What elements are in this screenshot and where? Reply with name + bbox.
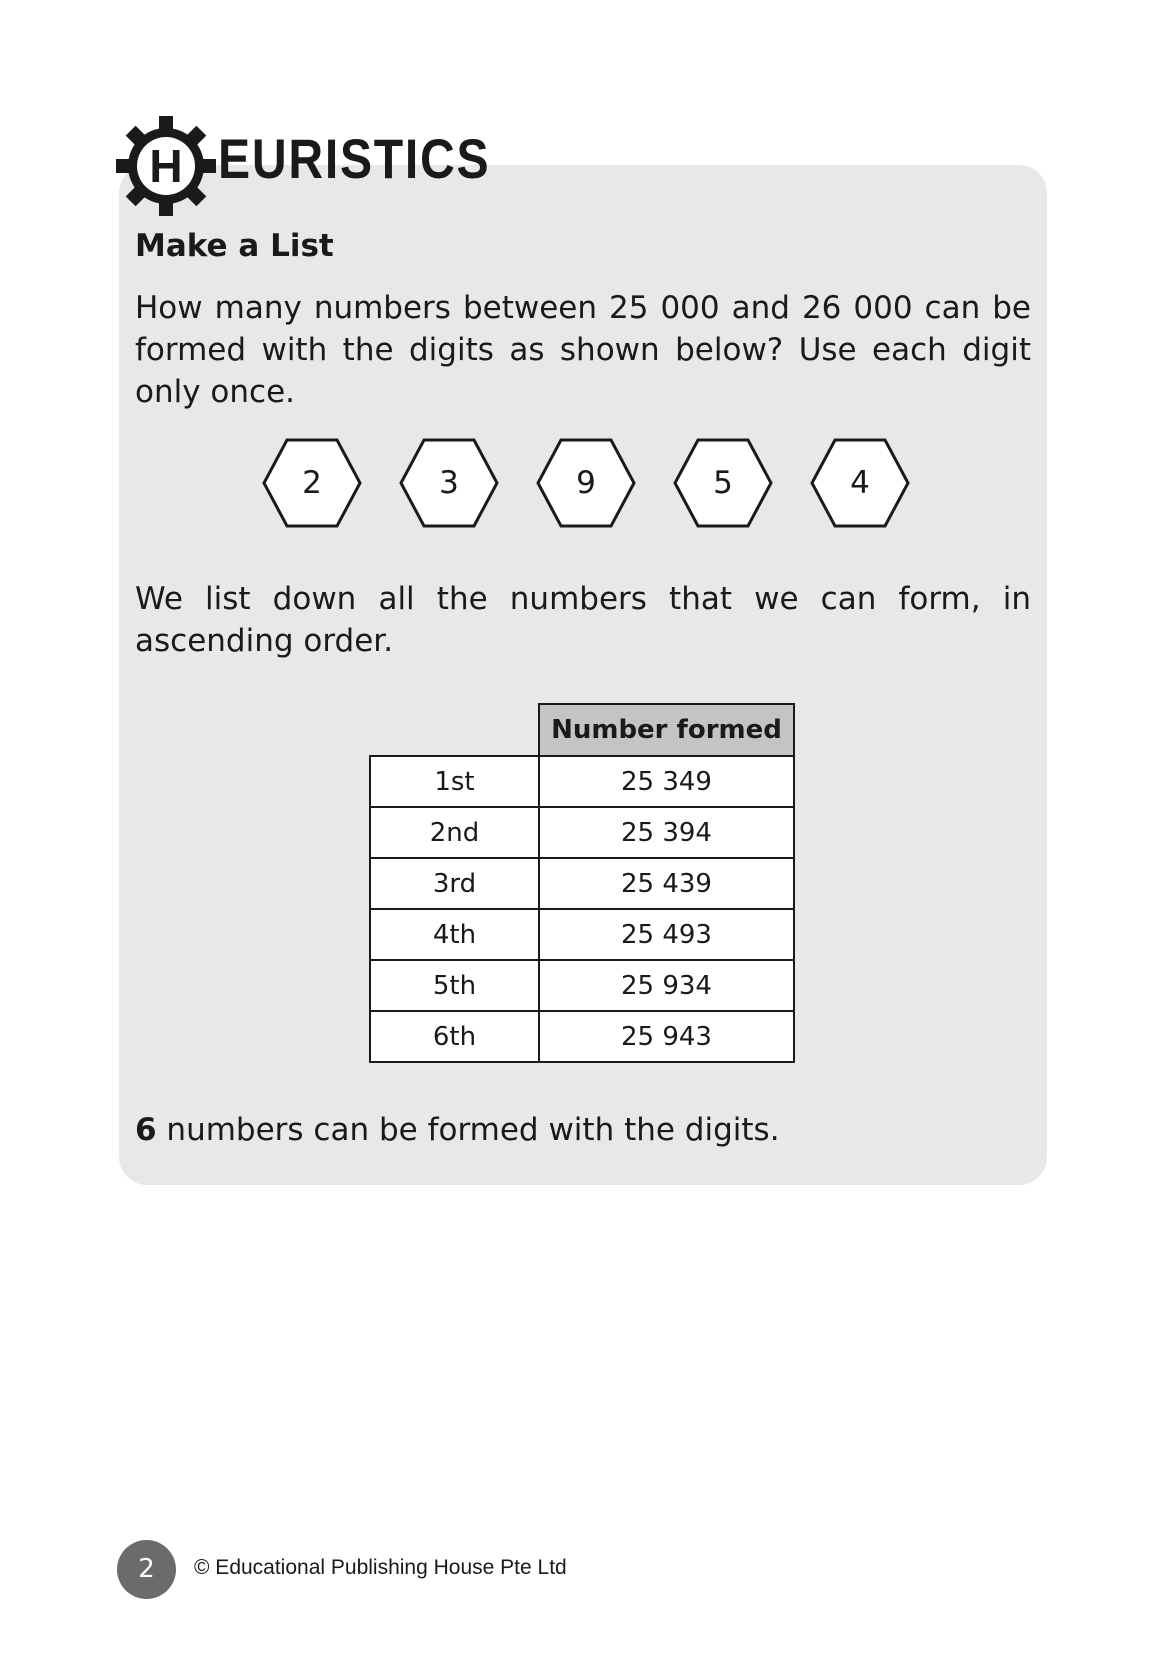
table-corner-cell <box>370 704 539 756</box>
answer-sentence: numbers can be formed with the digits. <box>156 1112 780 1148</box>
digit-value: 3 <box>439 465 459 501</box>
digit-cards <box>262 438 912 528</box>
digit-hexagon <box>399 438 499 528</box>
table-row <box>370 858 794 909</box>
logo-letter: H <box>149 140 183 192</box>
table-row <box>370 1011 794 1062</box>
row-number: 25 943 <box>539 1011 794 1062</box>
row-number: 25 934 <box>539 960 794 1011</box>
question-text: How many numbers between 25 000 and 26 000 can be formed with the digits as shown below? Use each digit only once. <box>135 290 1031 410</box>
row-number: 25 439 <box>539 858 794 909</box>
table-row <box>370 807 794 858</box>
table-row <box>370 909 794 960</box>
copyright-notice: © Educational Publishing House Pte Ltd <box>194 1556 567 1579</box>
row-ordinal: 4th <box>370 909 539 960</box>
row-ordinal: 1st <box>370 756 539 807</box>
explanation-text: We list down all the numbers that we can form, in ascending order. <box>135 581 1031 659</box>
digit-hexagon <box>262 438 362 528</box>
row-ordinal: 3rd <box>370 858 539 909</box>
digit-hexagon <box>810 438 910 528</box>
table-row <box>370 756 794 807</box>
digit-value: 5 <box>713 465 733 501</box>
row-number: 25 493 <box>539 909 794 960</box>
table-header-row <box>370 704 794 756</box>
digit-value: 9 <box>576 465 596 501</box>
digit-hexagon <box>536 438 636 528</box>
row-ordinal: 2nd <box>370 807 539 858</box>
answer-text <box>135 1112 780 1148</box>
digit-value: 2 <box>302 465 322 501</box>
digit-value: 4 <box>850 465 870 501</box>
row-ordinal: 6th <box>370 1011 539 1062</box>
row-number: 25 394 <box>539 807 794 858</box>
row-ordinal: 5th <box>370 960 539 1011</box>
numbers-table <box>369 703 795 1063</box>
table-row <box>370 960 794 1011</box>
section-heading: Make a List <box>135 228 334 264</box>
digit-hexagon <box>673 438 773 528</box>
heuristics-gear-logo <box>116 116 216 216</box>
heuristics-title: EURISTICS <box>218 127 491 190</box>
answer-count: 6 <box>135 1112 157 1148</box>
page-number: 2 <box>117 1540 176 1599</box>
row-number: 25 349 <box>539 756 794 807</box>
table-header-number-formed: Number formed <box>539 704 794 756</box>
